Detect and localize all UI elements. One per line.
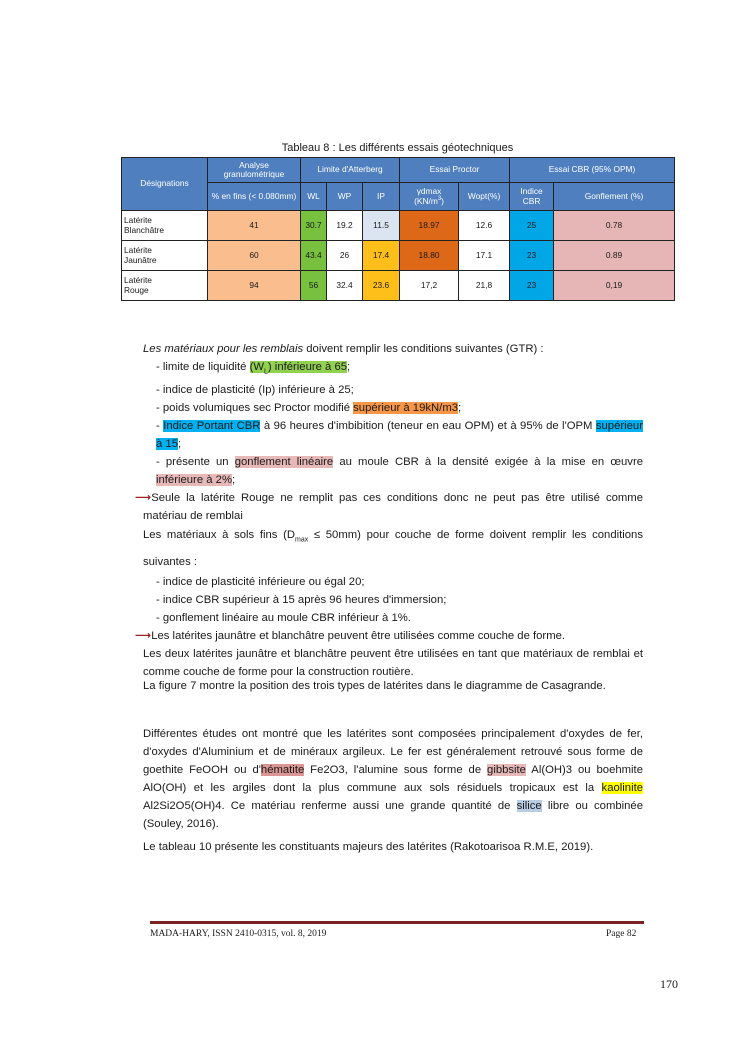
cell-wopt: 12.6 <box>459 211 510 241</box>
table-row <box>122 211 675 241</box>
row-label: Latérite Rouge <box>122 271 208 301</box>
condition-item: - poids volumiques sec Proctor modifié supérieur à 19kN/m3; <box>156 402 462 415</box>
header-limite: Limite d'Atterberg <box>301 158 400 183</box>
header-wopt: Wopt(%) <box>459 183 510 211</box>
cell-ip: 17.4 <box>363 241 400 271</box>
cell-cbr: 25 <box>510 211 554 241</box>
forme-section <box>135 524 643 681</box>
arrow-icon: ⟶ <box>135 492 152 505</box>
cell-fins: 60 <box>208 241 301 271</box>
header-gdmax: γdmax $(KN/m^3)$ <box>400 183 459 211</box>
cell-gdmax: 18.80 <box>400 241 459 271</box>
forme-conclusion: ⟶Les latérites jaunâtre et blanchâtre peuvent être utilisées comme couche de forme. <box>135 630 566 643</box>
cell-wp: 32.4 <box>327 271 363 301</box>
remblai-section <box>135 340 643 525</box>
cell-cbr: 23 <box>510 271 554 301</box>
header-wl: WL <box>301 183 327 211</box>
row-label: Latérite Blanchâtre <box>122 211 208 241</box>
cell-wopt: 17.1 <box>459 241 510 271</box>
header-analyse: Analyse granulométrique <box>208 158 301 183</box>
condition-item: - Indice Portant CBR à 96 heures d'imbibition (teneur en eau OPM) et à 95% de l'OPM supérieur à 15; <box>156 420 643 451</box>
condition-item: - gonflement linéaire au moule CBR inférieur à 1%. <box>156 612 411 625</box>
cell-gonflement: 0.89 <box>554 241 675 271</box>
oxydes-paragraph: Différentes études ont montré que les latérites sont composées principalement d'oxydes de fer, d'oxydes d'Aluminium et de minéraux argileux. Le fer est généralement retrouvé sous forme de goethite FeOOH ou d'hématite Fe2O3, l'alumine sous forme de gibbsite Al(OH)3 ou boehmite AlO(OH) et les argiles dont la plus commune aux sols résiduels tropicaux est la kaolinite Al2Si2O5(OH)4. Ce matériau renferme aussi une grande quantité de silice libre ou combinée (Souley, 2016). <box>143 728 644 830</box>
remblai-intro: Les matériaux pour les remblais doivent remplir les conditions suivantes (GTR) : <box>143 343 544 355</box>
cell-ip: 11.5 <box>363 211 400 241</box>
condition-item: - indice de plasticité (Ip) inférieure à 25; <box>156 384 354 397</box>
row-label: Latérite Jaunâtre <box>122 241 208 271</box>
cell-wl: 56 <box>301 271 327 301</box>
forme-conclusion-2: Les deux latérites jaunâtre et blanchâtre peuvent être utilisées en tant que matériaux de remblai et comme couche de forme pour la construction routière. <box>143 648 643 679</box>
header-indice: Indice CBR <box>510 183 554 211</box>
page-number: 170 <box>660 977 678 991</box>
footer-page: Page 82 <box>606 929 637 939</box>
condition-item: - indice de plasticité inférieure ou égal 20; <box>156 576 365 589</box>
condition-item: - présente un gonflement linéaire au moule CBR à la densité exigée à la mise en œuvre inférieure à 2%; <box>156 456 643 487</box>
cell-wp: 26 <box>327 241 363 271</box>
condition-item: - indice CBR supérieur à 15 après 96 heures d'immersion; <box>156 594 447 607</box>
table-row <box>122 241 675 271</box>
cell-cbr: 23 <box>510 241 554 271</box>
cell-gdmax: 17,2 <box>400 271 459 301</box>
cell-fins: 94 <box>208 271 301 301</box>
cell-gonflement: 0,19 <box>554 271 675 301</box>
remblai-conclusion: ⟶Seule la latérite Rouge ne remplit pas ces conditions donc ne peut pas être utilisé comme matériau de remblai <box>135 492 643 523</box>
footer-journal: MADA-HARY, ISSN 2410-0315, vol. 8, 2019 <box>150 929 327 939</box>
cell-ip: 23.6 <box>363 271 400 301</box>
geotechnical-table <box>121 157 675 301</box>
cell-wl: 30.7 <box>301 211 327 241</box>
arrow-icon: ⟶ <box>135 630 152 643</box>
footer-rule <box>150 921 644 924</box>
header-gonflement: Gonflement (%) <box>554 183 675 211</box>
table-row <box>122 271 675 301</box>
tableau10-paragraph: Le tableau 10 présente les constituants majeurs des latérites (Rakotoarisoa R.M.E, 2019). <box>143 841 594 853</box>
cell-wl: 43.4 <box>301 241 327 271</box>
forme-intro: Les matériaux à sols fins $(D_{max} \le 50mm)$ pour couche de forme doivent remplir les conditions suivantes : <box>143 529 643 569</box>
cell-fins: 41 <box>208 211 301 241</box>
header-ip: IP <box>363 183 400 211</box>
cell-wopt: 21,8 <box>459 271 510 301</box>
header-fins: % en fins (< 0.080mm) <box>208 183 301 211</box>
table-caption: Tableau 8 : Les différents essais géotechniques <box>281 142 514 154</box>
header-cbr: Essai CBR (95% OPM) <box>510 158 675 183</box>
condition-item: - limite de liquidité $(W_L)$ inférieure à 65; <box>156 361 351 376</box>
header-wp: WP <box>327 183 363 211</box>
cell-gonflement: 0.78 <box>554 211 675 241</box>
figure-paragraph: La figure 7 montre la position des trois types de latérites dans le diagramme de Casagrande. <box>143 680 606 692</box>
header-proctor: Essai Proctor <box>400 158 510 183</box>
header-designations: Désignations <box>122 158 208 211</box>
cell-gdmax: 18.97 <box>400 211 459 241</box>
cell-wp: 19.2 <box>327 211 363 241</box>
